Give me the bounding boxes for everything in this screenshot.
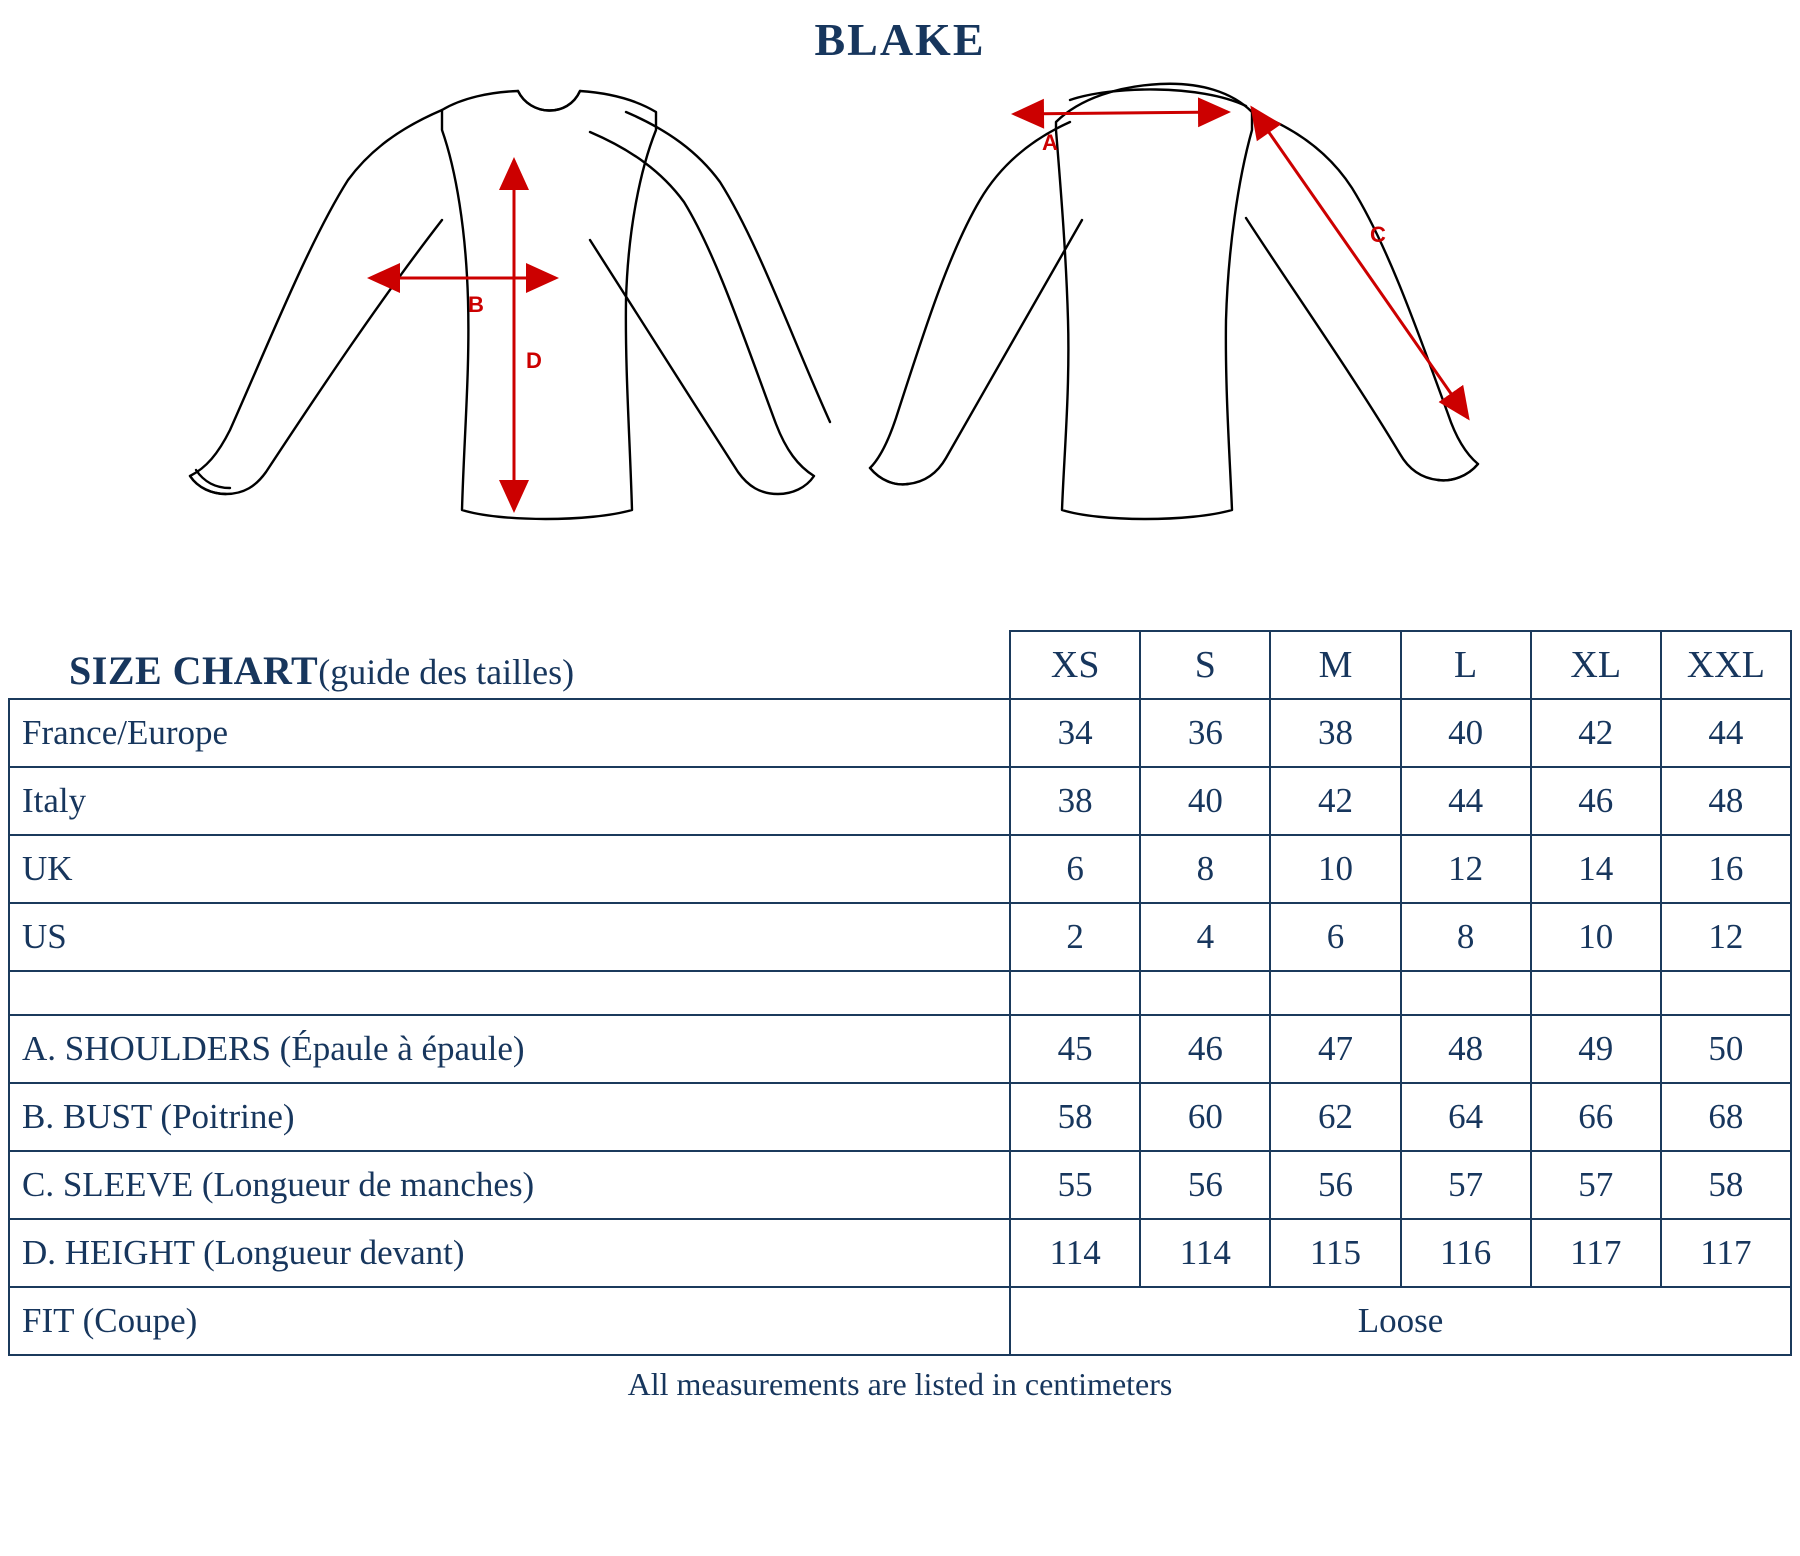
table-row	[9, 903, 1791, 971]
size-header-s: S	[1140, 631, 1270, 699]
marker-a-label: A	[1042, 130, 1058, 155]
cell-us-s: 4	[1140, 903, 1270, 971]
row-label-us: US	[9, 903, 1010, 971]
row-label-france-europe: France/Europe	[9, 699, 1010, 767]
table-row	[9, 1219, 1791, 1287]
cell-bust-l: 64	[1401, 1083, 1531, 1151]
cell-bust-xl: 66	[1531, 1083, 1661, 1151]
marker-d-label: D	[526, 348, 542, 373]
cell-us-m: 6	[1270, 903, 1400, 971]
cell-bust-m: 62	[1270, 1083, 1400, 1151]
row-label-sleeve: C. SLEEVE (Longueur de manches)	[9, 1151, 1010, 1219]
cell-sleeve-m: 56	[1270, 1151, 1400, 1219]
cell-shoulders-l: 48	[1401, 1015, 1531, 1083]
cell-sleeve-xxl: 58	[1661, 1151, 1791, 1219]
table-header-row	[9, 631, 1791, 699]
table-row	[9, 699, 1791, 767]
cell-shoulders-xs: 45	[1010, 1015, 1140, 1083]
cell-sleeve-s: 56	[1140, 1151, 1270, 1219]
garment-illustrations	[0, 70, 1800, 630]
cell-sleeve-xl: 57	[1531, 1151, 1661, 1219]
cell-fit-value: Loose	[1010, 1287, 1791, 1355]
front-garment-diagram	[170, 70, 850, 595]
size-header-xl: XL	[1531, 631, 1661, 699]
cell-shoulders-xl: 49	[1531, 1015, 1661, 1083]
measurement-footnote: All measurements are listed in centimeters	[627, 1366, 1173, 1402]
row-label-height: D. HEIGHT (Longueur devant)	[9, 1219, 1010, 1287]
cell-italy-xl: 46	[1531, 767, 1661, 835]
cell-sleeve-xs: 55	[1010, 1151, 1140, 1219]
size-chart-page	[0, 10, 1800, 1556]
row-label-italy: Italy	[9, 767, 1010, 835]
cell-sleeve-l: 57	[1401, 1151, 1531, 1219]
spacer-cell-m	[1270, 971, 1400, 1015]
spacer-cell-l	[1401, 971, 1531, 1015]
spacer-cell-label	[9, 971, 1010, 1015]
cell-france-m: 38	[1270, 699, 1400, 767]
cell-italy-l: 44	[1401, 767, 1531, 835]
marker-c-label: C	[1370, 222, 1386, 247]
cell-italy-s: 40	[1140, 767, 1270, 835]
cell-italy-m: 42	[1270, 767, 1400, 835]
spacer-cell-xxl	[1661, 971, 1791, 1015]
table-spacer-row	[9, 971, 1791, 1015]
cell-us-l: 8	[1401, 903, 1531, 971]
cell-france-xl: 42	[1531, 699, 1661, 767]
table-row	[9, 835, 1791, 903]
cell-shoulders-xxl: 50	[1661, 1015, 1791, 1083]
page-title: BLAKE	[814, 14, 986, 65]
size-chart-heading-main: SIZE CHART	[69, 648, 319, 693]
cell-bust-s: 60	[1140, 1083, 1270, 1151]
cell-uk-xs: 6	[1010, 835, 1140, 903]
cell-italy-xs: 38	[1010, 767, 1140, 835]
size-header-xxl: XXL	[1661, 631, 1791, 699]
cell-uk-xxl: 16	[1661, 835, 1791, 903]
size-chart-table	[8, 630, 1792, 1356]
cell-bust-xs: 58	[1010, 1083, 1140, 1151]
table-row-fit	[9, 1287, 1791, 1355]
table-row	[9, 767, 1791, 835]
cell-shoulders-s: 46	[1140, 1015, 1270, 1083]
row-label-bust: B. BUST (Poitrine)	[9, 1083, 1010, 1151]
cell-us-xs: 2	[1010, 903, 1140, 971]
cell-shoulders-m: 47	[1270, 1015, 1400, 1083]
marker-b-label: B	[468, 292, 484, 317]
table-row	[9, 1151, 1791, 1219]
size-chart-table-wrap	[0, 630, 1800, 1403]
size-chart-heading	[9, 631, 1010, 699]
cell-us-xl: 10	[1531, 903, 1661, 971]
row-label-uk: UK	[9, 835, 1010, 903]
cell-uk-s: 8	[1140, 835, 1270, 903]
table-row	[9, 1083, 1791, 1151]
spacer-cell-xs	[1010, 971, 1140, 1015]
cell-height-l: 116	[1401, 1219, 1531, 1287]
cell-france-xs: 34	[1010, 699, 1140, 767]
back-garment-diagram	[860, 70, 1560, 595]
cell-france-l: 40	[1401, 699, 1531, 767]
cell-france-xxl: 44	[1661, 699, 1791, 767]
size-chart-heading-sub: (guide des tailles)	[318, 652, 575, 692]
cell-height-xl: 117	[1531, 1219, 1661, 1287]
spacer-cell-s	[1140, 971, 1270, 1015]
size-header-xs: XS	[1010, 631, 1140, 699]
row-label-fit: FIT (Coupe)	[9, 1287, 1010, 1355]
cell-bust-xxl: 68	[1661, 1083, 1791, 1151]
size-header-m: M	[1270, 631, 1400, 699]
cell-uk-l: 12	[1401, 835, 1531, 903]
cell-height-s: 114	[1140, 1219, 1270, 1287]
spacer-cell-xl	[1531, 971, 1661, 1015]
cell-us-xxl: 12	[1661, 903, 1791, 971]
row-label-shoulders: A. SHOULDERS (Épaule à épaule)	[9, 1015, 1010, 1083]
cell-height-m: 115	[1270, 1219, 1400, 1287]
cell-france-s: 36	[1140, 699, 1270, 767]
cell-height-xs: 114	[1010, 1219, 1140, 1287]
cell-uk-xl: 14	[1531, 835, 1661, 903]
size-header-l: L	[1401, 631, 1531, 699]
cell-italy-xxl: 48	[1661, 767, 1791, 835]
cell-uk-m: 10	[1270, 835, 1400, 903]
table-row	[9, 1015, 1791, 1083]
cell-height-xxl: 117	[1661, 1219, 1791, 1287]
